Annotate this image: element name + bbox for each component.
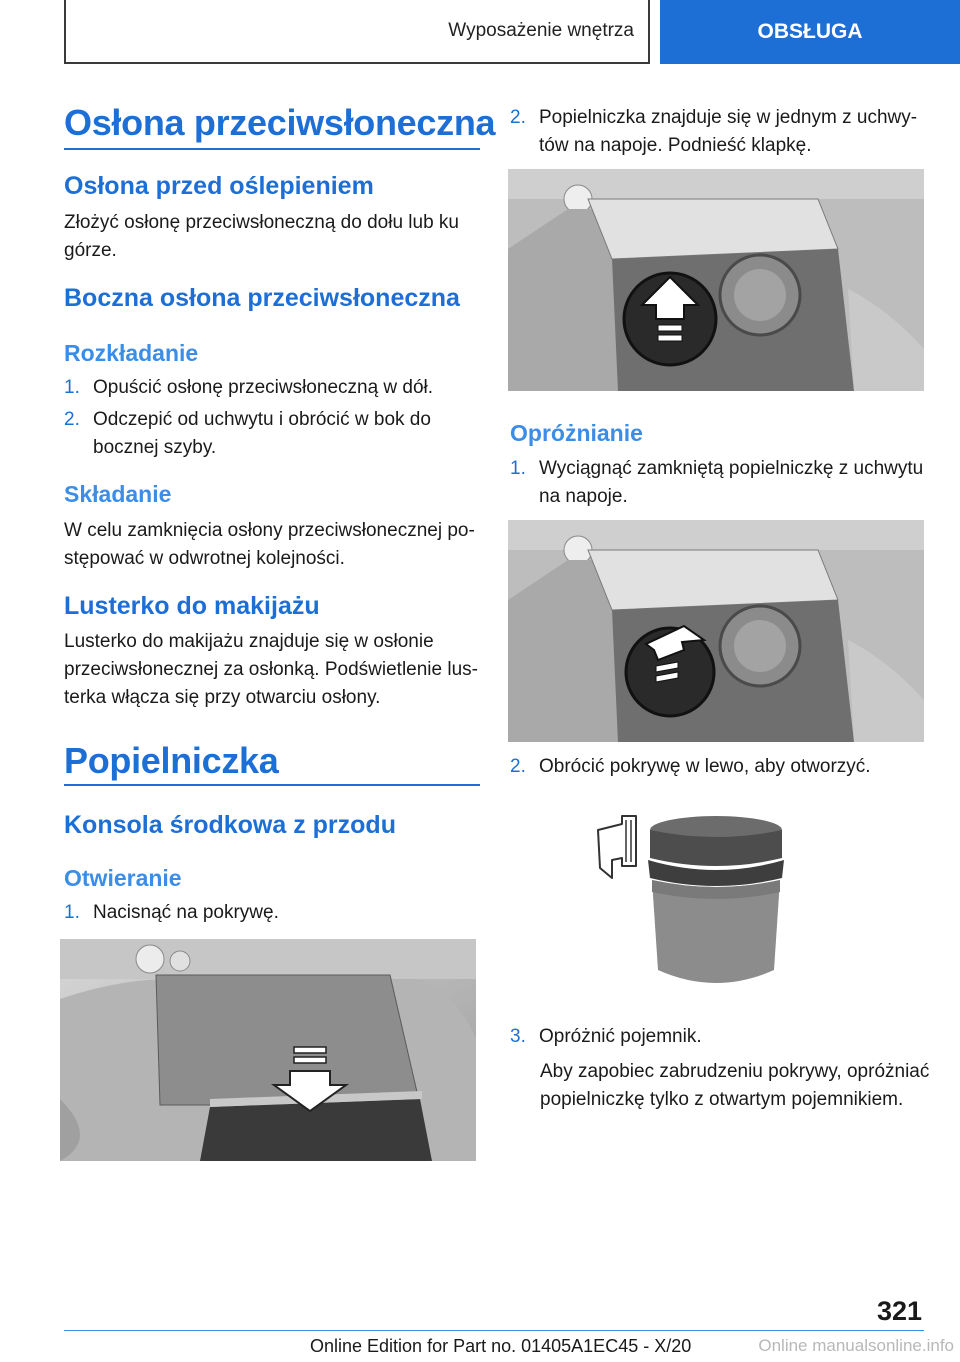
step-number: 1. [64,377,80,398]
step-text: Opuścić osłonę przeciwsłoneczną w dół. [93,377,434,398]
heading-glare-shield: Osłona przed oślepieniem [64,172,374,200]
illustration-ashtray-rotate [586,808,796,998]
section-title: Wyposażenie wnętrza [448,20,634,41]
paragraph-vanity-mirror: Lusterko do makijażu znajduje się w osłonie przeciwsłonecznej za osłonką. Podświetlenie lusterka włącza się przy otwarciu osłony. [64,631,478,708]
step-number: 2. [510,756,526,777]
heading-folding: Składanie [64,481,172,507]
heading-rule [64,784,480,786]
step-text: Odczepić od uchwytu i obrócić w bok do bocznej szyby. [93,409,431,458]
page-number: 321 [876,1296,922,1326]
step-text: Wyciągnąć zamkniętą popielniczkę z uchwytu na napoje. [539,458,924,507]
step-number: 1. [510,458,526,479]
photo-lift-flap [508,169,924,391]
paragraph-folding: W celu zamknięcia osłony przeciwsłonecznej postępować w odwrotnej kolejności. [64,520,475,569]
step-number: 3. [510,1026,526,1047]
photo-pull-out-ashtray [508,520,924,742]
heading-center-console: Konsola środkowa z przodu [64,811,396,839]
photo-press-lid [60,939,476,1161]
step-text: Opróżnić pojemnik. [539,1026,702,1047]
heading-ashtray: Popielniczka [64,740,279,781]
heading-emptying: Opróżnianie [510,420,643,446]
step-number: 1. [64,902,80,923]
watermark: Online manualsonline.info [758,1336,954,1355]
header-tab-obsluga[interactable] [660,0,960,64]
heading-opening: Otwieranie [64,865,182,891]
step-text: Obrócić pokrywę w lewo, aby otworzyć. [539,756,871,777]
step-number: 2. [64,409,80,430]
header-section-title [64,0,650,64]
heading-vanity-mirror: Lusterko do makijażu [64,592,320,620]
paragraph-glare: Złożyć osłonę przeciwsłoneczną do dołu lub ku górze. [64,212,459,261]
step-text: Popielniczka znajduje się w jednym z uchwytów na napoje. Podnieść klapkę. [539,107,918,156]
step-number: 2. [510,107,526,128]
paragraph-note: Aby zapobiec zabrudzeniu pokrywy, opróżniać popielniczkę tylko z otwartym pojemnikiem. [540,1061,930,1110]
footer-rule [64,1330,924,1331]
tab-label: OBSŁUGA [757,20,863,43]
step-text: Nacisnąć na pokrywę. [93,902,279,923]
heading-sun-visor: Osłona przeciwsłoneczna [64,102,496,143]
heading-rule [64,148,480,150]
heading-unfolding: Rozkładanie [64,340,199,366]
heading-side-visor: Boczna osłona przeciwsłoneczna [64,284,460,312]
footer-edition: Online Edition for Part no. 01405A1EC45 - X/20 [310,1336,692,1356]
